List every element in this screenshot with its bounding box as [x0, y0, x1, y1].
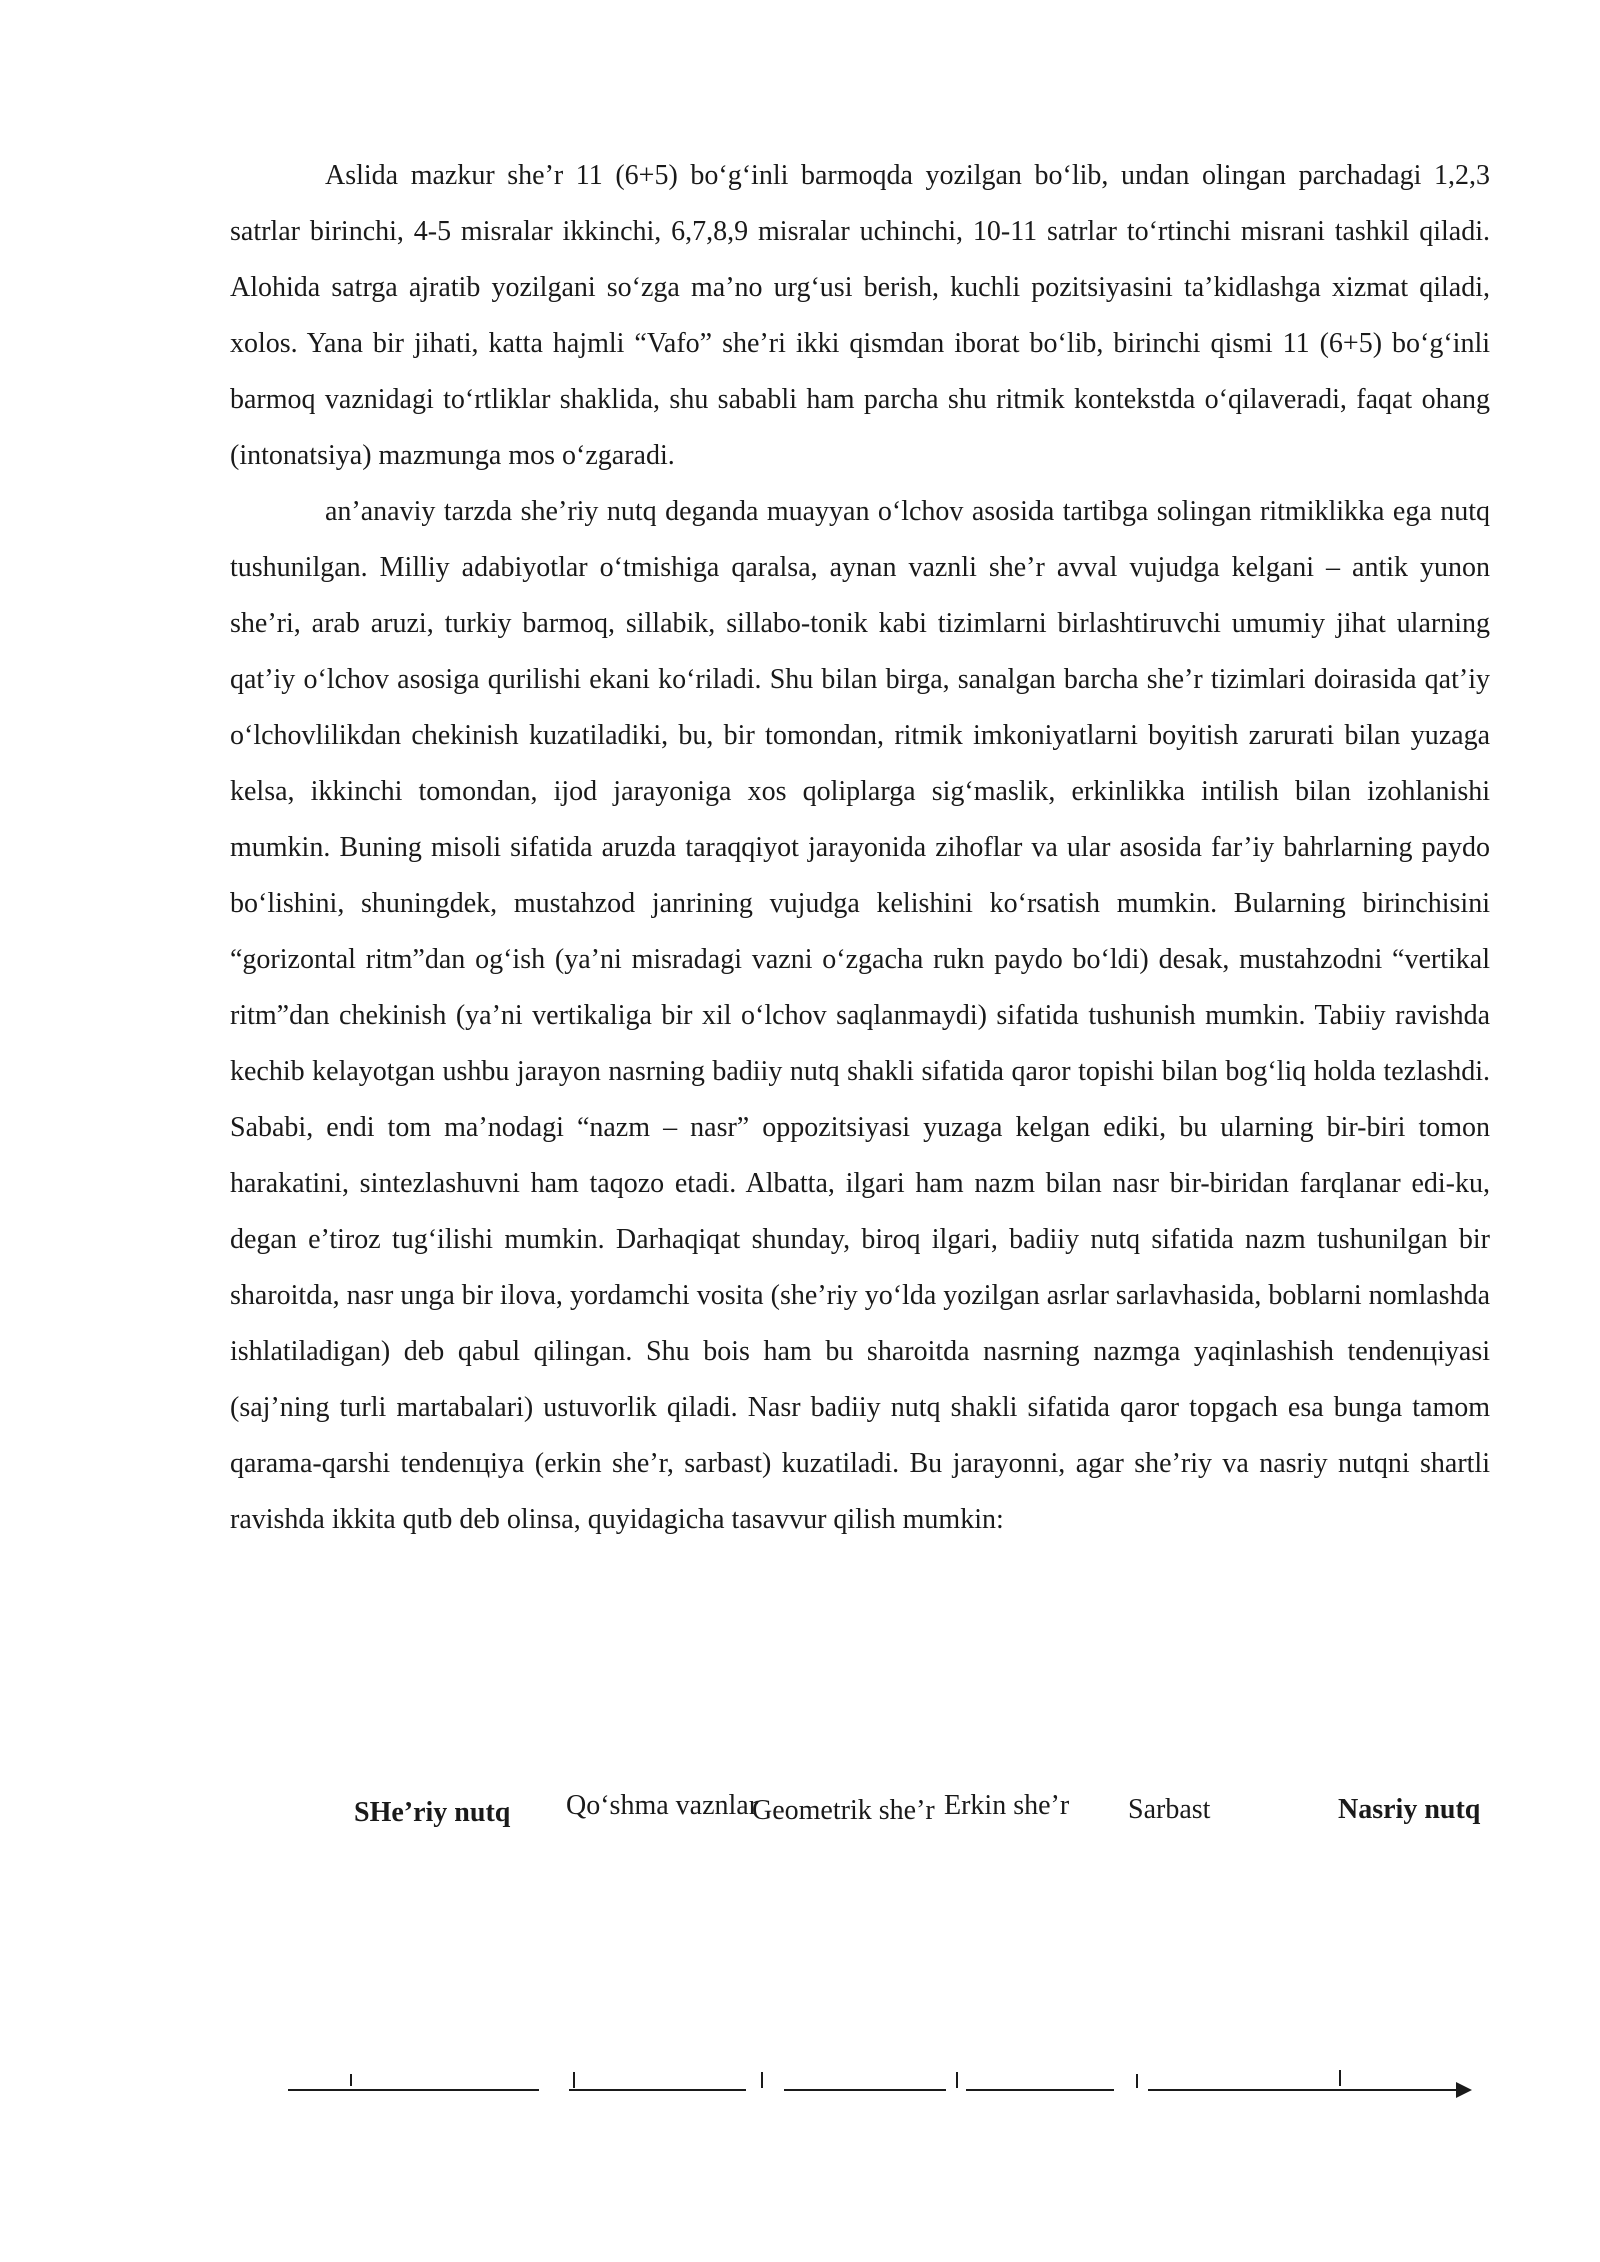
paragraph-1: Aslida mazkur she’r 11 (6+5) bo‘g‘inli barmoqda yozilgan bo‘lib, undan olingan parchadagi 1,2,3 satrlar birinchi, 4-5 misralar ikkinchi, 6,7,8,9 misralar uchinchi, 10-11 satrlar to‘rtinchi misrani tashkil qiladi. Alohida satrga ajratib yozilgani so‘zga ma’no urg‘usi berish, kuchli pozitsiyasini ta’kidlashga xizmat qiladi, xolos. Yana bir jihati, katta hajmli “Vafo” she’ri ikki qismdan iborat bo‘lib, birinchi qismi 11 (6+5) bo‘g‘inli barmoq vaznidagi to‘rtliklar shaklida, shu sababli ham parcha shu ritmik kontekstda o‘qilaveradi, faqat ohang (intonatsiya) mazmunga mos o‘zgaradi.: [230, 160, 1490, 471]
scale-item-sarbast: Sarbast: [1128, 1794, 1211, 1825]
axis-ticks: [351, 2070, 1340, 2088]
scale-item-erkin-sher: Erkin she’r: [944, 1790, 1070, 1821]
axis-arrowhead: [1456, 2082, 1472, 2098]
scale-left-pole: SHe’riy nutq: [354, 1797, 511, 1828]
scale-item-qoshma-vaznlar: Qo‘shma vaznlar: [566, 1790, 759, 1821]
scale-item-geometrik-sher: Geometrik she’r: [752, 1795, 935, 1826]
scale-right-pole: Nasriy nutq: [1338, 1794, 1481, 1825]
paragraph-2: an’anaviy tarzda she’riy nutq deganda muayyan o‘lchov asosida tartibga solingan ritmiklikka ega nutq tushunilgan. Milliy adabiyotlar o‘tmishiga qaralsa, aynan vaznli she’r avval vujudga kelgani – antik yunon she’ri, arab aruzi, turkiy barmoq, sillabik, sillabo-tonik kabi tizimlarni birlashtiruvchi umumiy jihat ularning qat’iy o‘lchov asosiga qurilishi ekani ko‘riladi. Shu bilan birga, sanalgan barcha she’r tizimlari doirasida qat’iy o‘lchovlilikdan chekinish kuzatiladiki, bu, bir tomondan, ritmik imkoniyatlarni boyitish zarurati bilan yuzaga kelsa, ikkinchi tomondan, ijod jarayoniga xos qoliplarga sig‘maslik, erkinlikka intilish bilan izohlanishi mumkin. Buning misoli sifatida aruzda taraqqiyot jarayonida zihoflar va ular asosida far’iy bahrlarning paydo bo‘lishini, shuningdek, mustahzod janrining vujudga kelishini ko‘rsatish mumkin. Bularning birinchisini “gorizontal ritm”dan og‘ish (ya’ni misradagi vazni o‘zgacha rukn paydo bo‘ldi) desak, mustahzodni “vertikal ritm”dan chekinish (ya’ni vertikaliga bir xil o‘lchov saqlanmaydi) sifatida tushunish mumkin. Tabiiy ravishda kechib kelayotgan ushbu jarayon nasrning badiiy nutq shakli sifatida qaror topishi bilan bog‘liq holda tezlashdi. Sababi, endi tom ma’nodagi “nazm – nasr” oppozitsiyasi yuzaga kelgan ediki, bu ularning bir-biri tomon harakatini, sintezlashuvni ham taqozo etadi. Albatta, ilgari ham nazm bilan nasr bir-biridan farqlanar edi-ku, degan e’tiroz tug‘ilishi mumkin. Darhaqiqat shunday, biroq ilgari, badiiy nutq sifatida nazm tushunilgan bir sharoitda, nasr unga bir ilova, yordamchi vosita (she’riy yo‘lda yozilgan asrlar sarlavhasida, boblarni nomlashda ishlatiladigan) deb qabul qilingan. Shu bois ham bu sharoitda nasrning nazmga yaqinlashish tendenцiyasi (saj’ning turli martabalari) ustuvorlik qiladi. Nasr badiiy nutq shakli sifatida qaror topgach esa bunga tamom qarama-qarshi tendenцiya (erkin she’r, sarbast) kuzatiladi. Bu jarayonni, agar she’riy va nasriy nutqni shartli ravishda ikkita qutb deb olinsa, quyidagicha tasavvur qilish mumkin:: [230, 496, 1490, 1535]
